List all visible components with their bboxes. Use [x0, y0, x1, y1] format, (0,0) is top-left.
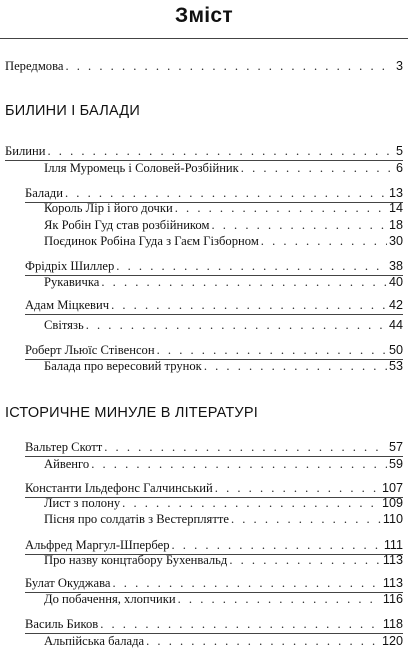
toc-label: Айвенго	[44, 457, 90, 471]
dot-leader	[178, 591, 381, 607]
dot-leader	[91, 456, 387, 472]
page-title: Зміст	[175, 4, 233, 27]
toc-row-group[interactable]	[25, 185, 403, 201]
toc-label: Фрідріх Шиллер	[25, 259, 115, 273]
dot-leader	[65, 185, 387, 201]
toc-label: Василь Биков	[25, 617, 99, 631]
toc-page-number: 116	[382, 592, 403, 606]
toc-page-number: 44	[388, 318, 403, 332]
toc-label: Ілля Муромець і Соловей-Розбійник	[44, 161, 239, 175]
dot-leader	[146, 633, 380, 649]
toc-row-item[interactable]	[44, 456, 403, 472]
toc-row-item[interactable]	[44, 160, 403, 176]
toc-page-number: 53	[388, 359, 403, 373]
dot-leader	[101, 274, 387, 290]
dot-leader	[47, 143, 394, 159]
toc-label: Про назву концтабору Бухенвальд	[44, 553, 228, 567]
toc-row-item[interactable]	[44, 200, 403, 216]
toc-page-number: 111	[383, 538, 403, 552]
toc-label: Поєдинок Робіна Гуда з Гаєм Гізборном	[44, 234, 259, 248]
dot-leader	[175, 200, 387, 216]
dot-leader	[231, 511, 381, 527]
dot-leader	[241, 160, 394, 176]
toc-row-item[interactable]	[44, 317, 403, 333]
toc-row-group[interactable]	[25, 537, 403, 553]
dot-leader	[112, 575, 380, 591]
toc-label: Булат Окуджава	[25, 576, 111, 590]
group-underline	[25, 314, 403, 315]
toc-label: Адам Міцкевич	[25, 298, 110, 312]
toc-label: Як Робін Гуд став розбійником	[44, 218, 210, 232]
toc-row-group[interactable]	[25, 342, 403, 358]
toc-label: Король Лір і його дочки	[44, 201, 173, 215]
toc-row-item[interactable]	[44, 495, 403, 511]
toc-row-group[interactable]	[25, 439, 403, 455]
toc-row-item[interactable]	[44, 511, 403, 527]
dot-leader	[157, 342, 387, 358]
dot-leader	[122, 495, 380, 511]
toc-page-number: 40	[388, 275, 403, 289]
dot-leader	[215, 480, 380, 496]
toc-page-number: 6	[395, 161, 403, 175]
toc-row-item[interactable]	[44, 358, 403, 374]
dot-leader	[65, 58, 394, 74]
toc-row-item[interactable]	[44, 591, 403, 607]
toc-label: Билини	[5, 144, 46, 158]
toc-row-group[interactable]	[25, 258, 403, 274]
toc-page-number: 3	[395, 59, 403, 73]
toc-row-group[interactable]	[25, 297, 403, 313]
toc-label: Роберт Льюїс Стівенсон	[25, 343, 155, 357]
toc-label: Світязь	[44, 318, 84, 332]
toc-page-number: 109	[381, 496, 403, 510]
section-heading-bylyny: БИЛИНИ І БАЛАДИ	[5, 103, 140, 119]
toc-row-item[interactable]	[44, 274, 403, 290]
title-rule	[0, 38, 408, 39]
toc-label: Пісня про солдатів з Вестерплятте	[44, 512, 229, 526]
toc-label: Передмова	[5, 59, 64, 73]
toc-row-group[interactable]	[25, 480, 403, 496]
dot-leader	[204, 358, 387, 374]
dot-leader	[86, 317, 387, 333]
toc-page-number: 18	[388, 218, 403, 232]
toc-row-item[interactable]	[44, 217, 403, 233]
toc-page-number: 57	[388, 440, 403, 454]
toc-page-number: 107	[381, 481, 403, 495]
toc-row-item[interactable]	[44, 233, 403, 249]
toc-page-number: 118	[382, 617, 403, 631]
toc-page-number: 59	[388, 457, 403, 471]
toc-page-number: 120	[381, 634, 403, 648]
toc-page-number: 13	[388, 186, 403, 200]
toc-page-number: 50	[388, 343, 403, 357]
toc-label: Вальтер Скотт	[25, 440, 103, 454]
toc-page-number: 14	[388, 201, 403, 215]
toc-page-number: 113	[382, 576, 403, 590]
toc-row-group[interactable]	[25, 575, 403, 591]
toc-row-group[interactable]	[5, 143, 403, 159]
toc-row-preface[interactable]	[5, 58, 403, 74]
toc-row-group[interactable]	[25, 616, 403, 632]
toc-page-number: 38	[388, 259, 403, 273]
toc-label: До побачення, хлопчики	[44, 592, 176, 606]
dot-leader	[100, 616, 381, 632]
dot-leader	[104, 439, 387, 455]
toc-label: Альфред Маргул-Шпербер	[25, 538, 170, 552]
toc-label: Константи Ільдефонс Галчинський	[25, 481, 213, 495]
dot-leader	[211, 217, 387, 233]
dot-leader	[172, 537, 382, 553]
toc-label: Рукавичка	[44, 275, 100, 289]
toc-label: Альпійська балада	[44, 634, 145, 648]
toc-label: Балади	[25, 186, 63, 200]
dot-leader	[111, 297, 387, 313]
toc-label: Балада про вересовий трунок	[44, 359, 202, 373]
toc-page-number: 42	[388, 298, 403, 312]
toc-label: Лист з полону	[44, 496, 121, 510]
dot-leader	[261, 233, 387, 249]
section-heading-istorychne: ІСТОРИЧНЕ МИНУЛЕ В ЛІТЕРАТУРІ	[5, 405, 258, 421]
toc-row-item[interactable]	[44, 552, 403, 568]
toc-page-number: 30	[388, 234, 403, 248]
toc-page-number: 113	[382, 553, 403, 567]
toc-page-number: 5	[395, 144, 403, 158]
toc-page-number: 110	[382, 512, 403, 526]
dot-leader	[229, 552, 381, 568]
dot-leader	[116, 258, 387, 274]
toc-row-item[interactable]	[44, 633, 403, 649]
